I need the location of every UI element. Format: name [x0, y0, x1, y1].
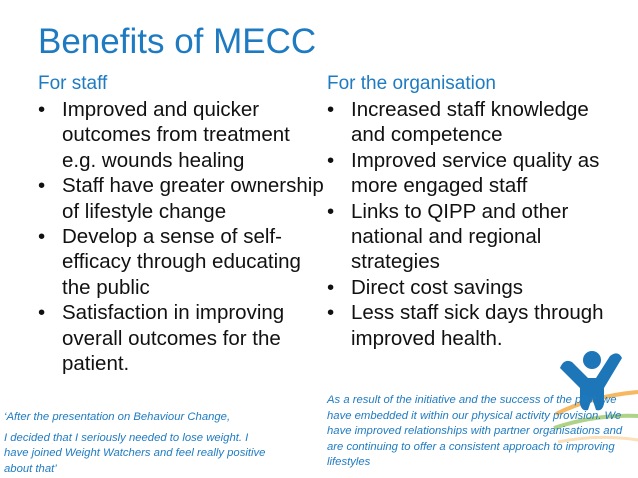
list-item-text: Satisfaction in improving overall outcomes for the patient.	[62, 301, 285, 376]
list-item	[38, 173, 328, 224]
organisation-benefits-list	[327, 97, 627, 351]
pilot-result-note: As a result of the initiative and the success of the pilot, we have embedded it within our physical activity provision. We have improved relationships with partner organisations and are continuing to offer a consistent approach to improving lifestyles	[327, 394, 623, 469]
list-item	[327, 148, 627, 199]
bullet-icon: •	[327, 275, 335, 299]
list-item-text: Links to QIPP and other national and regional strategies	[351, 199, 569, 274]
list-item-text: Increased staff knowledge and competence	[351, 98, 589, 147]
organisation-column-heading: For the organisation	[327, 73, 496, 94]
list-item-text: Staff have greater ownership of lifestyle change	[62, 174, 324, 223]
bullet-icon: •	[327, 98, 335, 121]
staff-column-heading: For staff	[38, 73, 108, 94]
list-item	[327, 199, 627, 275]
list-item-text: Direct cost savings	[351, 275, 524, 299]
list-item-text: Improved and quicker outcomes from treatment e.g. wounds healing	[62, 98, 290, 172]
list-item-text: Improved service quality as more engaged staff	[351, 148, 600, 198]
list-item	[327, 300, 627, 351]
slide-title: Benefits of MECC	[38, 22, 317, 61]
list-item	[327, 275, 627, 300]
list-item	[327, 97, 627, 148]
bullet-icon: •	[38, 174, 46, 198]
list-item	[38, 300, 328, 376]
list-item-text: Less staff sick days through improved health.	[351, 301, 604, 350]
bullet-icon: •	[327, 148, 335, 172]
list-item	[38, 97, 328, 173]
staff-testimonial-quote	[4, 410, 274, 477]
bullet-icon: •	[327, 199, 335, 223]
bullet-icon: •	[327, 301, 335, 325]
bullet-icon: •	[38, 225, 46, 249]
bullet-icon: •	[38, 98, 46, 121]
list-item-text: Develop a sense of self-efficacy through educating the public	[62, 225, 301, 299]
quote-line-2: I decided that I seriously needed to lose weight. I have joined Weight Watchers and feel really positive about that’	[4, 431, 266, 475]
quote-line-1: ‘After the presentation on Behaviour Change,	[4, 411, 231, 423]
staff-benefits-list	[38, 97, 328, 376]
list-item	[38, 224, 328, 300]
bullet-icon: •	[38, 301, 46, 325]
